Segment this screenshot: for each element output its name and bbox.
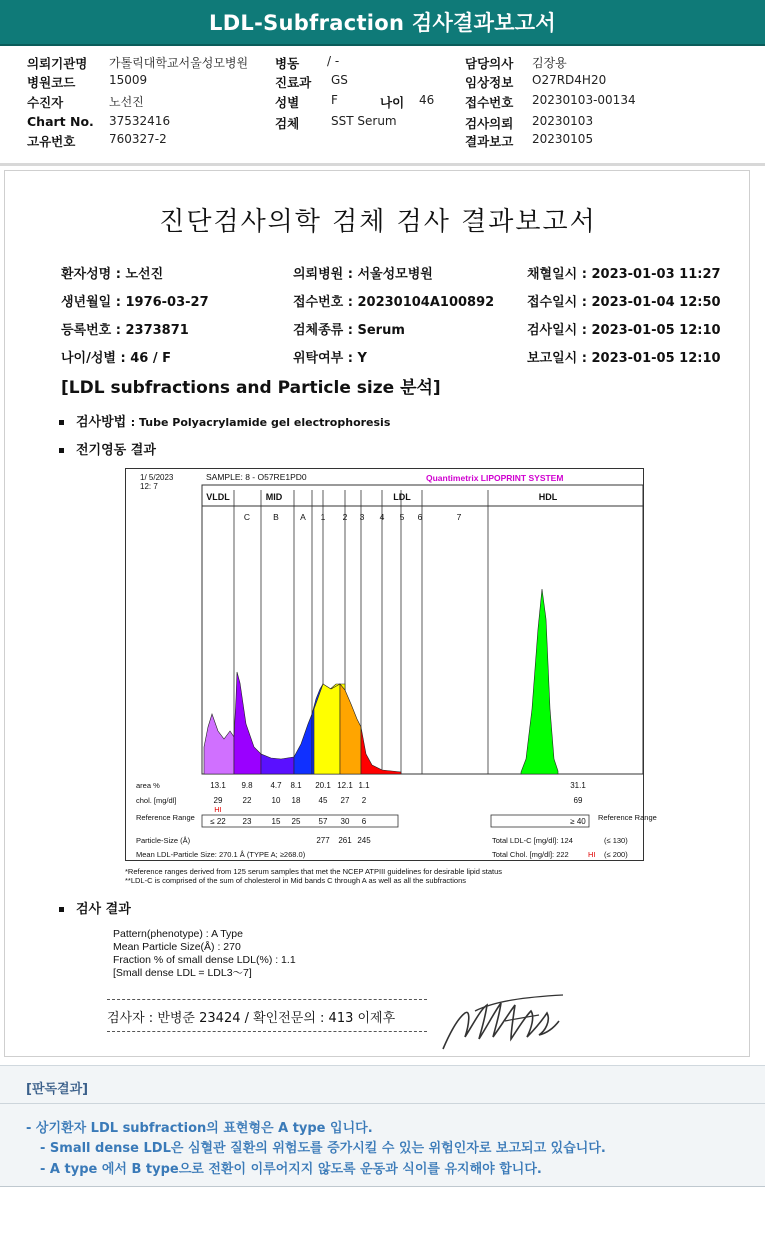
method-bullet [59,411,390,430]
method-label: 검사방법 [76,415,127,430]
result-line: [Small dense LDL = LDL3～7] [113,967,252,979]
cell-area: 4.7 [270,781,282,790]
row-label-particle: Particle-Size (Å) [136,836,191,845]
info-value: O27RD4H20 [532,73,607,87]
group-label: LDL [393,492,411,502]
band-area-2 [340,684,361,774]
cell-ref: 15 [271,817,281,826]
info-value: SST Serum [331,114,397,128]
band-label: 3 [359,512,365,522]
info-label: 성별 [275,95,300,110]
cell-ref: 6 [361,817,367,826]
band-label: 4 [379,512,385,522]
judgement-header [0,1066,765,1104]
band-area-b [261,754,294,774]
info-value: 15009 [109,73,148,87]
cell-area: 20.1 [315,781,331,790]
band-label: 1 [320,512,326,522]
patient-reg: 등록번호 : 2373871 [61,323,189,338]
info-value: 20230103-00134 [532,93,636,107]
info-value: 760327-2 [109,132,167,146]
cell-area: 13.1 [210,781,226,790]
row-label-chol: chol. [mg/dl] [136,796,177,805]
band-label: B [273,512,279,522]
info-value: GS [331,73,348,87]
info-label: 접수번호 [465,95,514,110]
plot-frame [202,485,643,774]
cell-chol: 29 [213,796,223,805]
receive-time: 접수일시 : 2023-01-04 12:50 [527,295,721,310]
result-line: Pattern(phenotype) : A Type [113,928,243,940]
bullet-icon [59,448,64,453]
cell-area: 31.1 [570,781,586,790]
info-label: 담당의사 [465,56,514,71]
band-area-1b [314,684,340,774]
info-value: 20230105 [532,132,594,146]
patient-birth: 생년월일 : 1976-03-27 [61,295,209,310]
patient-hospital: 의뢰병원 : 서울성모병원 [293,267,433,282]
band-label: 7 [456,512,462,522]
info-label: 검사의뢰 [465,116,514,131]
group-label: MID [265,492,283,502]
report-header [0,0,765,46]
collect-time: 채혈일시 : 2023-01-03 11:27 [527,267,721,282]
band-area-vldl [204,714,234,774]
age-label: 나이 [380,95,405,110]
info-label: 검체 [275,116,300,131]
info-value: 20230103 [532,114,594,128]
section-title: [LDL subfractions and Particle size 분석] [61,378,441,398]
cell-ref: ≥ 40 [570,817,586,826]
chart-sample: SAMPLE: 8 - O57RE1PD0 [206,472,307,482]
chart-svg [126,469,657,862]
band-area-hdl [521,589,558,774]
divider [0,163,765,166]
electrophoresis-chart [125,468,657,861]
cell-area: 8.1 [290,781,302,790]
electro-bullet [59,439,156,458]
info-value: 김장용 [532,56,567,70]
cell-chol: 45 [318,796,328,805]
info-value: 37532416 [109,114,171,128]
group-label: VLDL [206,492,230,502]
info-row [27,73,747,91]
signature-rule [107,999,427,1000]
band-label: A [300,512,306,522]
cell-chol: 22 [242,796,252,805]
report-time: 보고일시 : 2023-01-05 12:10 [527,351,721,366]
band-area-3 [361,727,401,774]
band-area-c [234,672,261,774]
cell-ref: 57 [318,817,328,826]
info-label: 수진자 [27,95,64,110]
cell-chol-flag: HI [214,805,222,814]
judgement-line: - A type 에서 B type으로 전환이 이루어지지 않도록 운동과 식이를 유지해야 합니다. [40,1162,542,1177]
cell-ref: 25 [291,817,301,826]
chart-time: 12: 7 [140,482,158,491]
cell-particle: 245 [357,836,371,845]
group-label: HDL [538,492,558,502]
info-label: 병원코드 [27,75,76,90]
cell-chol: 27 [340,796,350,805]
bullet-icon [59,420,64,425]
total-chol-ref: (≤ 200) [604,850,628,859]
cell-particle: 277 [316,836,330,845]
cell-chol: 69 [573,796,583,805]
total-chol-flag: HI [588,850,596,859]
row-label-ref: Reference Range [136,813,195,822]
band-label: C [243,512,251,522]
cell-chol: 10 [271,796,281,805]
judgement-line: - Small dense LDL은 심혈관 질환의 위험도를 증가시킬 수 있는 위험인자로 보고되고 있습니다. [40,1141,606,1156]
report-title: 진단검사의학 검체 검사 결과보고서 [159,207,597,237]
total-ldl-ref: (≤ 130) [604,836,628,845]
result-line: Fraction % of small dense LDL(%) : 1.1 [113,954,296,966]
total-ldl: Total LDL-C [mg/dl]: 124 [492,836,573,845]
total-chol: Total Chol. [mg/dl]: 222 [492,850,569,859]
test-time: 검사일시 : 2023-01-05 12:10 [527,323,721,338]
band-label: 2 [342,512,348,522]
handwritten-signature [435,991,570,1056]
info-value: / - [327,54,340,68]
info-row [27,54,747,72]
cell-ref: 30 [340,817,350,826]
result-block [113,928,296,980]
right-ref-label: Reference Range [598,813,657,822]
result-line: Mean Particle Size(Å) : 270 [113,941,241,953]
info-label: 진료과 [275,75,312,90]
chart-system-title: Quantimetrix LIPOPRINT SYSTEM [426,473,564,483]
age-value: 46 [419,93,435,107]
judgement-box [0,1065,765,1187]
judgement-title: [판독결과] [26,1082,89,1097]
band-label: 6 [417,512,423,522]
patient-accession: 접수번호 : 20230104A100892 [293,295,495,310]
cell-chol: 18 [291,796,301,805]
cell-area: 12.1 [337,781,353,790]
method-value: : Tube Polyacrylamide gel electrophoresis [130,416,391,429]
judgement-line: - 상기환자 LDL subfraction의 표현형은 A type 입니다. [26,1121,373,1136]
info-row [27,93,747,111]
signature-rule [107,1031,427,1032]
cell-ref: ≤ 22 [210,817,226,826]
info-label: 임상정보 [465,75,514,90]
info-label: 결과보고 [465,134,514,149]
info-value: 가톨릭대학교서울성모병원 [109,56,249,70]
bullet-icon [59,907,64,912]
cell-area: 9.8 [241,781,253,790]
cell-chol: 2 [361,796,367,805]
footnote-line: *Reference ranges derived from 125 serum samples that met the NCEP ATPIII guidelines for desirable lipid status [125,867,502,876]
chart-footnote [125,867,502,885]
patient-name: 환자성명 : 노선진 [61,267,164,282]
result-bullet [59,898,131,917]
band-area-a [294,714,312,774]
cell-area: 1.1 [358,781,370,790]
patient-agesex: 나이/성별 : 46 / F [61,351,172,366]
info-value: 노선진 [109,95,144,109]
result-label: 검사 결과 [76,902,131,917]
info-label: 의뢰기관명 [27,56,88,71]
report-document [4,170,750,1057]
patient-consign: 위탁여부 : Y [293,351,367,366]
band-label: 5 [399,512,405,522]
cell-particle: 261 [338,836,352,845]
header-title: LDL-Subfraction 검사결과보고서 [209,11,556,35]
electro-label: 전기영동 결과 [76,443,156,458]
cell-ref: 23 [242,817,252,826]
info-label: Chart No. [27,114,94,129]
info-label: 병동 [275,56,300,71]
row-label-area: area % [136,781,160,790]
footnote-line: **LDL-C is comprised of the sum of cholesterol in Mid bands C through A as well as all the subfractions [125,876,467,885]
info-row [27,132,747,150]
chart-date: 1/ 5/2023 [140,473,174,482]
patient-specimen: 검체종류 : Serum [293,323,405,338]
info-value: F [331,93,338,107]
signature-text: 검사자 : 반병준 23424 / 확인전문의 : 413 이제후 [107,1011,396,1026]
info-label: 고유번호 [27,134,76,149]
row-label-mean: Mean LDL-Particle Size: 270.1 Å (TYPE A; ≥268.0) [136,850,306,859]
info-row [27,114,747,132]
